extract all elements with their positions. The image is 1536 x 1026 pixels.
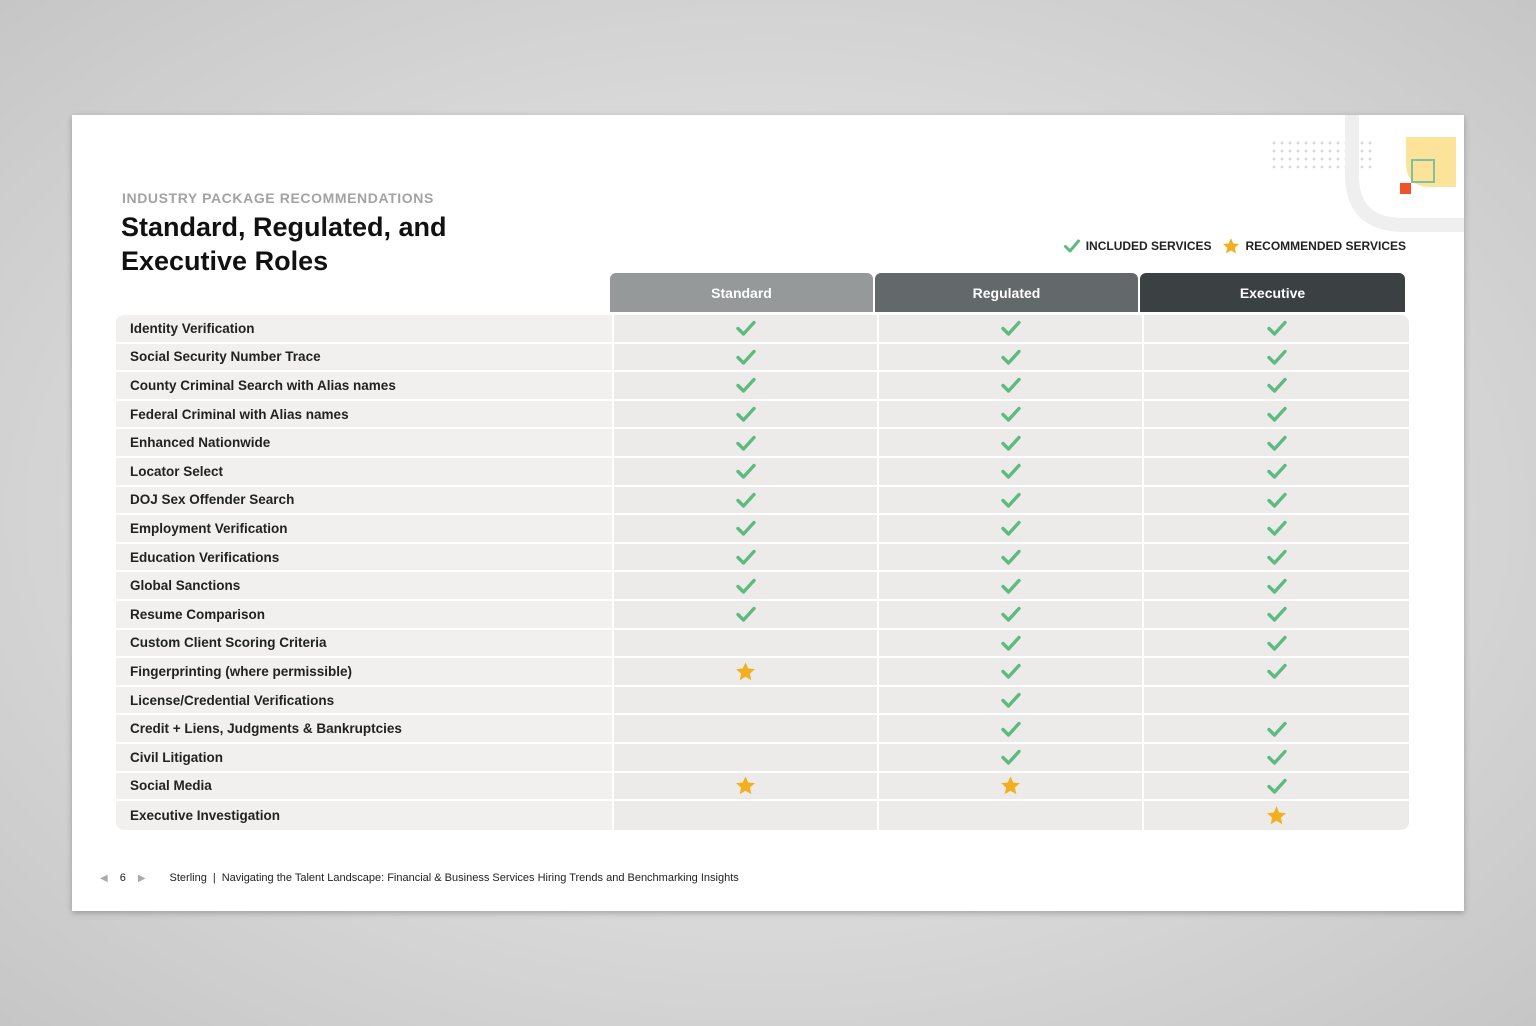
check-icon (1267, 749, 1287, 765)
cell-standard (614, 715, 879, 742)
check-icon (1267, 549, 1287, 565)
check-icon (736, 320, 756, 336)
legend-recommended (1222, 237, 1406, 255)
cell-executive (1144, 572, 1409, 599)
table-header (116, 273, 1409, 312)
check-icon (1267, 320, 1287, 336)
check-icon (1001, 578, 1021, 594)
cell-executive (1144, 515, 1409, 542)
service-label: Resume Comparison (116, 601, 614, 628)
table-row (116, 773, 1409, 802)
cell-regulated (879, 429, 1144, 456)
check-icon (736, 606, 756, 622)
cell-standard (614, 572, 879, 599)
table-row (116, 344, 1409, 373)
cell-regulated (879, 715, 1144, 742)
check-icon (1267, 663, 1287, 679)
service-label: Credit + Liens, Judgments & Bankruptcies (116, 715, 614, 742)
cell-executive (1144, 429, 1409, 456)
check-icon (1267, 349, 1287, 365)
cell-executive (1144, 630, 1409, 657)
package-comparison-table (116, 273, 1409, 830)
document-page (72, 115, 1464, 911)
service-label: DOJ Sex Offender Search (116, 487, 614, 514)
cell-regulated (879, 773, 1144, 800)
page-title (121, 210, 541, 278)
service-label: Executive Investigation (116, 801, 614, 830)
cell-executive (1144, 315, 1409, 342)
legend-recommended-label: RECOMMENDED SERVICES (1245, 239, 1406, 253)
check-icon (736, 549, 756, 565)
cell-executive (1144, 458, 1409, 485)
cell-standard (614, 773, 879, 800)
cell-executive (1144, 658, 1409, 685)
cell-standard (614, 544, 879, 571)
check-icon (1001, 606, 1021, 622)
cell-standard (614, 315, 879, 342)
cell-standard (614, 687, 879, 714)
service-label: Locator Select (116, 458, 614, 485)
check-icon (1267, 578, 1287, 594)
service-label: Employment Verification (116, 515, 614, 542)
star-icon (1222, 237, 1240, 255)
check-icon (736, 520, 756, 536)
cell-standard (614, 658, 879, 685)
table-row (116, 401, 1409, 430)
table-row (116, 715, 1409, 744)
check-icon (736, 435, 756, 451)
cell-executive (1144, 372, 1409, 399)
page-number: 6 (119, 872, 126, 884)
table-row (116, 572, 1409, 601)
star-icon (735, 775, 756, 796)
cell-executive (1144, 487, 1409, 514)
table-row (116, 487, 1409, 516)
cell-regulated (879, 401, 1144, 428)
check-icon (1267, 406, 1287, 422)
check-icon (736, 406, 756, 422)
cell-executive (1144, 344, 1409, 371)
service-label: Enhanced Nationwide (116, 429, 614, 456)
service-label: Social Media (116, 773, 614, 800)
cell-standard (614, 344, 879, 371)
page-footer (100, 872, 739, 884)
cell-executive (1144, 687, 1409, 714)
check-icon (1267, 492, 1287, 508)
legend-included (1064, 239, 1212, 253)
check-icon (1001, 749, 1021, 765)
table-row (116, 744, 1409, 773)
check-icon (1267, 606, 1287, 622)
check-icon (1267, 721, 1287, 737)
next-page-icon[interactable]: ▶ (137, 872, 146, 884)
check-icon (736, 377, 756, 393)
check-icon (1001, 435, 1021, 451)
cell-regulated (879, 487, 1144, 514)
cell-executive (1144, 773, 1409, 800)
table-row (116, 601, 1409, 630)
check-icon (1001, 320, 1021, 336)
column-header-executive: Executive (1140, 273, 1405, 312)
page-title-line-1: Standard, Regulated, and (121, 212, 447, 242)
cell-regulated (879, 658, 1144, 685)
service-label: Custom Client Scoring Criteria (116, 630, 614, 657)
cell-executive (1144, 401, 1409, 428)
check-icon (736, 578, 756, 594)
cell-standard (614, 429, 879, 456)
cell-regulated (879, 344, 1144, 371)
table-row (116, 372, 1409, 401)
check-icon (1267, 377, 1287, 393)
cell-standard (614, 744, 879, 771)
column-header-standard: Standard (610, 273, 873, 312)
table-body (116, 315, 1409, 830)
table-row (116, 630, 1409, 659)
cell-standard (614, 401, 879, 428)
table-row (116, 315, 1409, 344)
cell-standard (614, 601, 879, 628)
table-row (116, 544, 1409, 573)
star-icon (735, 661, 756, 682)
footer-separator: | (212, 872, 216, 884)
column-header-regulated: Regulated (875, 273, 1138, 312)
cell-standard (614, 515, 879, 542)
cell-executive (1144, 744, 1409, 771)
cell-standard (614, 630, 879, 657)
service-label: Social Security Number Trace (116, 344, 614, 371)
table-row (116, 801, 1409, 830)
star-icon (1000, 775, 1021, 796)
check-icon (1001, 692, 1021, 708)
check-icon (1001, 492, 1021, 508)
service-label: Civil Litigation (116, 744, 614, 771)
check-icon (1064, 239, 1080, 253)
check-icon (1267, 435, 1287, 451)
service-label: Federal Criminal with Alias names (116, 401, 614, 428)
table-row (116, 658, 1409, 687)
legend-included-label: INCLUDED SERVICES (1085, 239, 1212, 253)
service-label: County Criminal Search with Alias names (116, 372, 614, 399)
service-label: License/Credential Verifications (116, 687, 614, 714)
page-title-line-2: Executive Roles (121, 246, 329, 276)
decorative-graphic (1264, 115, 1464, 235)
cell-regulated (879, 744, 1144, 771)
check-icon (1001, 377, 1021, 393)
cell-regulated (879, 801, 1144, 830)
star-icon (1266, 805, 1287, 826)
service-label: Identity Verification (116, 315, 614, 342)
cell-standard (614, 487, 879, 514)
check-icon (1001, 463, 1021, 479)
check-icon (736, 349, 756, 365)
check-icon (1267, 520, 1287, 536)
section-eyebrow: INDUSTRY PACKAGE RECOMMENDATIONS (122, 190, 434, 206)
service-label: Global Sanctions (116, 572, 614, 599)
cell-regulated (879, 515, 1144, 542)
cell-regulated (879, 458, 1144, 485)
service-label: Education Verifications (116, 544, 614, 571)
check-icon (1001, 349, 1021, 365)
check-icon (1001, 406, 1021, 422)
footer-document-title: Navigating the Talent Landscape: Financial & Business Services Hiring Trends and Benchmarking Insights (221, 872, 739, 884)
cell-executive (1144, 715, 1409, 742)
cell-regulated (879, 601, 1144, 628)
cell-executive (1144, 601, 1409, 628)
table-row (116, 458, 1409, 487)
check-icon (1001, 520, 1021, 536)
table-row (116, 515, 1409, 544)
table-row (116, 429, 1409, 458)
footer-brand: Sterling (169, 872, 207, 884)
check-icon (1267, 635, 1287, 651)
check-icon (1001, 663, 1021, 679)
check-icon (1267, 463, 1287, 479)
cell-regulated (879, 372, 1144, 399)
cell-regulated (879, 687, 1144, 714)
legend (1054, 237, 1406, 255)
check-icon (736, 463, 756, 479)
check-icon (1001, 635, 1021, 651)
cell-regulated (879, 544, 1144, 571)
cell-standard (614, 372, 879, 399)
cell-executive (1144, 801, 1409, 830)
table-row (116, 687, 1409, 716)
prev-page-icon[interactable]: ◀ (100, 872, 108, 884)
cell-regulated (879, 572, 1144, 599)
service-label: Fingerprinting (where permissible) (116, 658, 614, 685)
cell-standard (614, 801, 879, 830)
check-icon (1267, 778, 1287, 794)
cell-standard (614, 458, 879, 485)
check-icon (1001, 721, 1021, 737)
check-icon (736, 492, 756, 508)
cell-regulated (879, 630, 1144, 657)
cell-executive (1144, 544, 1409, 571)
check-icon (1001, 549, 1021, 565)
cell-regulated (879, 315, 1144, 342)
